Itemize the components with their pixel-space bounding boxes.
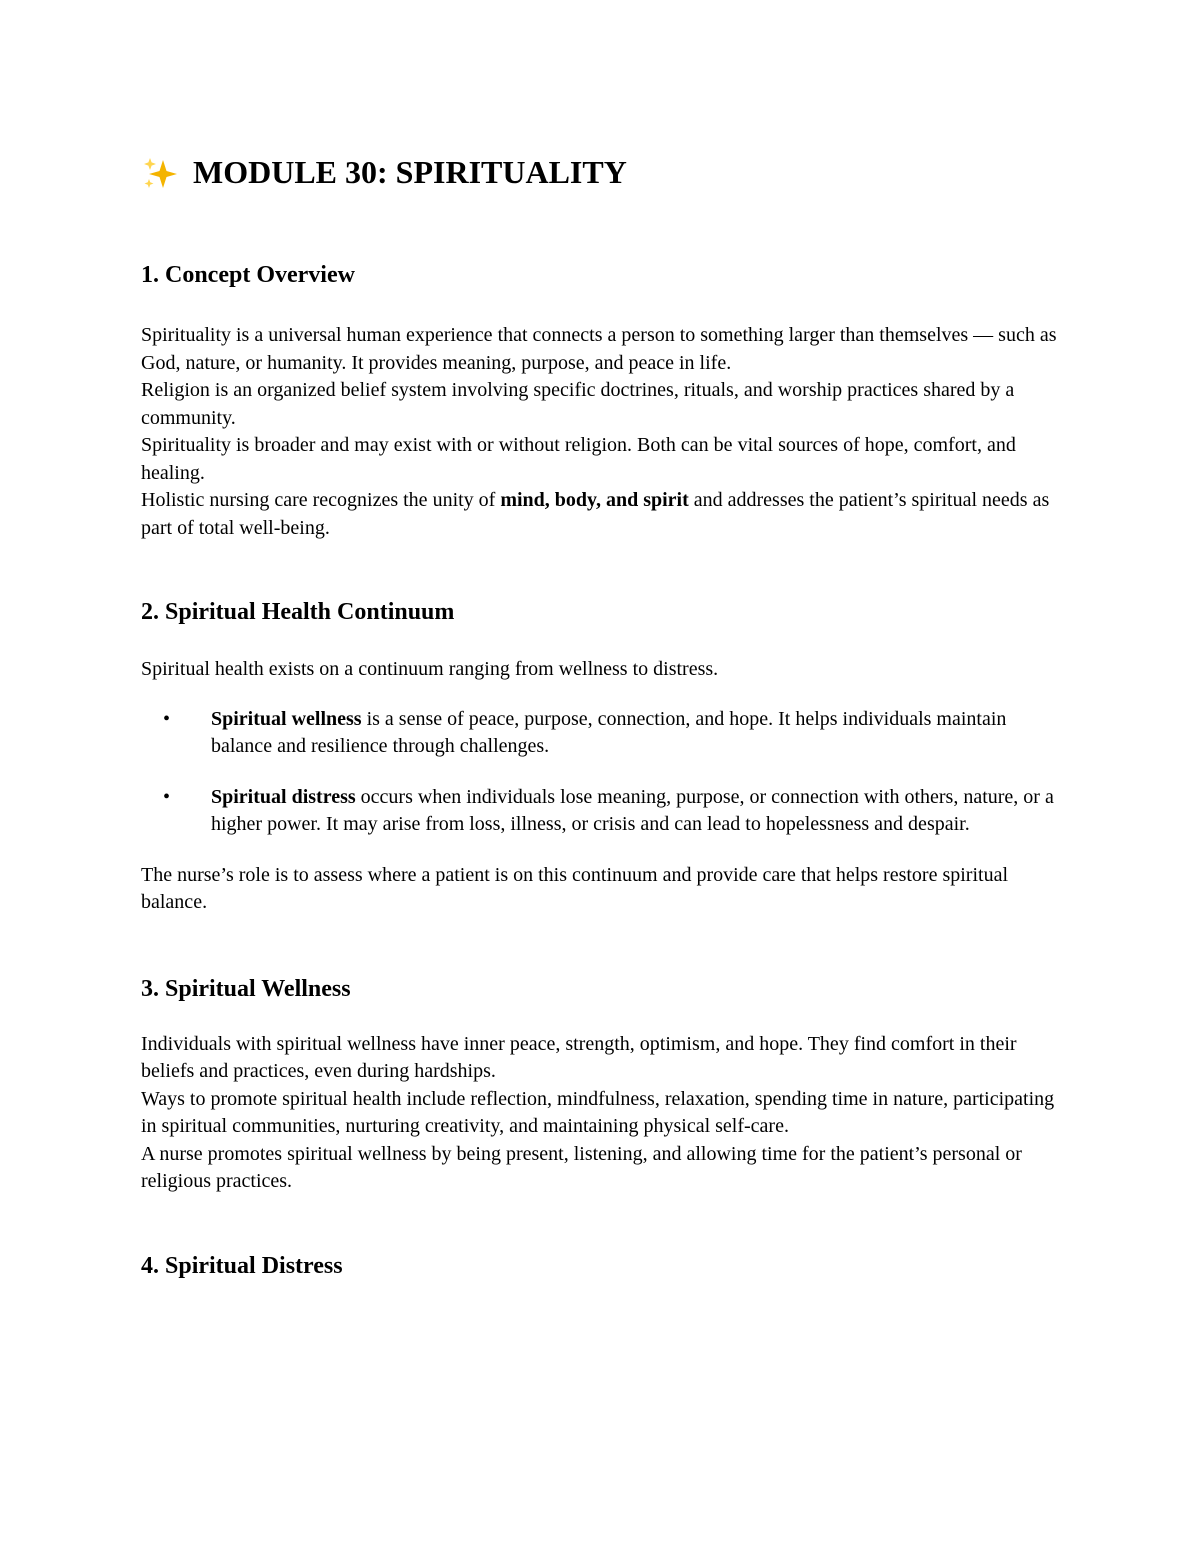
- section-body-spiritual-wellness: [141, 1031, 1071, 1196]
- emphasis-text: mind, body, and spirit: [500, 489, 689, 511]
- paragraph-text: Holistic nursing care recognizes the unity of: [141, 489, 501, 511]
- paragraph: Spiritual health exists on a continuum ranging from wellness to distress.: [141, 658, 719, 680]
- list-item-text: occurs when individuals lose meaning, purpose, or connection with others, nature, or a higher power. It may arise from loss, illness, or crisis and can lead to hopelessness and despair.: [211, 785, 1054, 835]
- paragraph: A nurse promotes spiritual wellness by being present, listening, and allowing time for the patient’s personal or religious practices.: [141, 1142, 1022, 1192]
- section-heading-spiritual-health-continuum: 2. Spiritual Health Continuum: [141, 599, 455, 625]
- list-item-term: Spiritual wellness: [211, 707, 362, 730]
- bullet-list: [141, 706, 1071, 839]
- section-heading-spiritual-distress: 4. Spiritual Distress: [141, 1252, 343, 1279]
- paragraph: The nurse’s role is to assess where a patient is on this continuum and provide care that helps restore spiritual balance.: [141, 863, 1009, 913]
- section-heading-concept-overview: 1. Concept Overview: [141, 262, 355, 288]
- list-item-term: Spiritual distress: [211, 785, 356, 808]
- document-content: [141, 150, 1071, 1281]
- paragraph: Ways to promote spiritual health include reflection, mindfulness, relaxation, spending time in nature, participating in spiritual communities, nurturing creativity, and maintaining physical self-care.: [141, 1087, 1055, 1137]
- paragraph-text: and addresses the patient’s spiritual needs as part of total well-being.: [141, 489, 1050, 539]
- list-item: [141, 784, 1071, 839]
- paragraph: [141, 487, 1071, 542]
- list-item-text: is a sense of peace, purpose, connection, and hope. It helps individuals maintain balance and resilience through challenges.: [211, 707, 1007, 757]
- section-heading-spiritual-wellness: 3. Spiritual Wellness: [141, 975, 351, 1002]
- paragraph: Spirituality is broader and may exist with or without religion. Both can be vital sources of hope, comfort, and healing.: [141, 434, 1016, 484]
- list-item: [141, 706, 1071, 761]
- paragraph: Individuals with spiritual wellness have inner peace, strength, optimism, and hope. They find comfort in their beliefs and practices, even during hardships.: [141, 1032, 1017, 1082]
- paragraph: Spirituality is a universal human experience that connects a person to something larger than themselves — such as God, nature, or humanity. It provides meaning, purpose, and peace in life.: [141, 324, 1057, 374]
- bullet-icon: •: [163, 707, 171, 730]
- page-title: [141, 150, 1071, 194]
- bullet-icon: •: [163, 785, 171, 808]
- section-body-concept-overview: [141, 322, 1071, 542]
- page-title-text: MODULE 30: SPIRITUALITY: [193, 154, 627, 190]
- paragraph: Religion is an organized belief system involving specific doctrines, rituals, and worship practices shared by a community.: [141, 379, 1015, 429]
- sparkles-icon: [141, 156, 181, 192]
